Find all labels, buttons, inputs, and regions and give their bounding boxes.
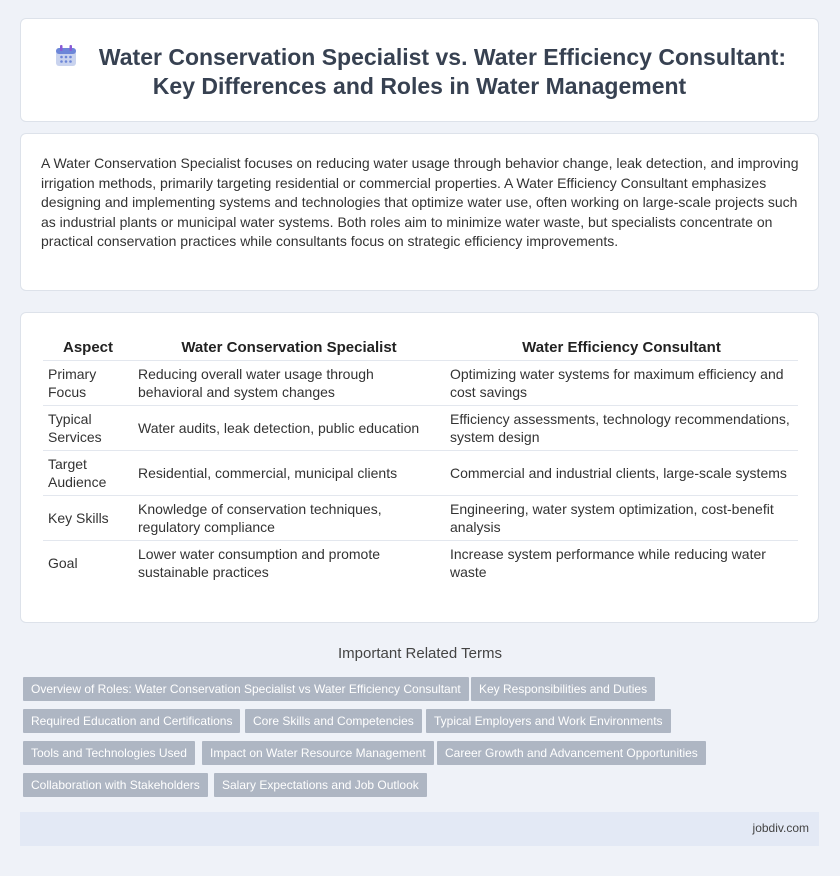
related-terms-heading: Important Related Terms	[338, 645, 502, 662]
table-row	[43, 361, 798, 406]
cell-aspect: Target Audience	[43, 451, 133, 496]
calendar-icon	[53, 43, 79, 69]
cell-consultant: Engineering, water system optimization, cost-benefit analysis	[445, 496, 798, 541]
header-specialist: Water Conservation Specialist	[181, 338, 397, 356]
table-row	[43, 406, 798, 451]
related-tag[interactable]: Salary Expectations and Job Outlook	[214, 773, 427, 797]
cell-aspect: Typical Services	[43, 406, 133, 451]
table-row	[43, 541, 798, 586]
table-header-row	[43, 334, 798, 361]
related-tag[interactable]: Impact on Water Resource Management	[202, 741, 434, 765]
comparison-table	[43, 334, 798, 585]
cell-consultant: Optimizing water systems for maximum efficiency and cost savings	[445, 361, 798, 406]
footer	[20, 812, 819, 846]
related-tag[interactable]: Required Education and Certifications	[23, 709, 240, 733]
header-card	[20, 18, 819, 122]
related-tag[interactable]: Overview of Roles: Water Conservation Specialist vs Water Efficiency Consultant	[23, 677, 469, 701]
related-tag[interactable]: Typical Employers and Work Environments	[426, 709, 671, 733]
cell-consultant: Efficiency assessments, technology recommendations, system design	[445, 406, 798, 451]
header-consultant: Water Efficiency Consultant	[522, 338, 721, 356]
cell-consultant: Increase system performance while reducing water waste	[445, 541, 798, 586]
cell-aspect: Goal	[43, 541, 133, 586]
title-text: Water Conservation Specialist vs. Water Efficiency Consultant: Key Differences and Roles in Water Management	[98, 44, 787, 99]
header-aspect: Aspect	[62, 338, 114, 356]
related-tag[interactable]: Core Skills and Competencies	[245, 709, 422, 733]
cell-aspect: Key Skills	[43, 496, 133, 541]
related-tag[interactable]: Career Growth and Advancement Opportunities	[437, 741, 706, 765]
related-tag[interactable]: Tools and Technologies Used	[23, 741, 195, 765]
related-tag[interactable]: Collaboration with Stakeholders	[23, 773, 208, 797]
cell-specialist: Lower water consumption and promote sustainable practices	[133, 541, 445, 586]
related-tag[interactable]: Key Responsibilities and Duties	[471, 677, 655, 701]
table-row	[43, 451, 798, 496]
comparison-card	[20, 312, 819, 623]
intro-text: A Water Conservation Specialist focuses on reducing water usage through behavior change, leak detection, and improving irrigation methods, primarily targeting residential or commercial properties. A Water Efficiency Consultant emphasizes designing and implementing systems and technologies that optimize water use, often working on large-scale projects such as industrial plants or municipal water systems. Both roles aim to minimize water waste, but specialists concentrate on practical conservation practices while consultants focus on strategic efficiency improvements.	[41, 155, 799, 250]
table-row	[43, 496, 798, 541]
cell-specialist: Residential, commercial, municipal clients	[133, 451, 445, 496]
page-title	[21, 43, 818, 101]
cell-specialist: Water audits, leak detection, public education	[133, 406, 445, 451]
cell-consultant: Commercial and industrial clients, large-scale systems	[445, 451, 798, 496]
cell-specialist: Reducing overall water usage through behavioral and system changes	[133, 361, 445, 406]
cell-aspect: Primary Focus	[43, 361, 133, 406]
footer-site-link[interactable]: jobdiv.com	[752, 821, 809, 835]
intro-card	[20, 133, 819, 291]
cell-specialist: Knowledge of conservation techniques, regulatory compliance	[133, 496, 445, 541]
